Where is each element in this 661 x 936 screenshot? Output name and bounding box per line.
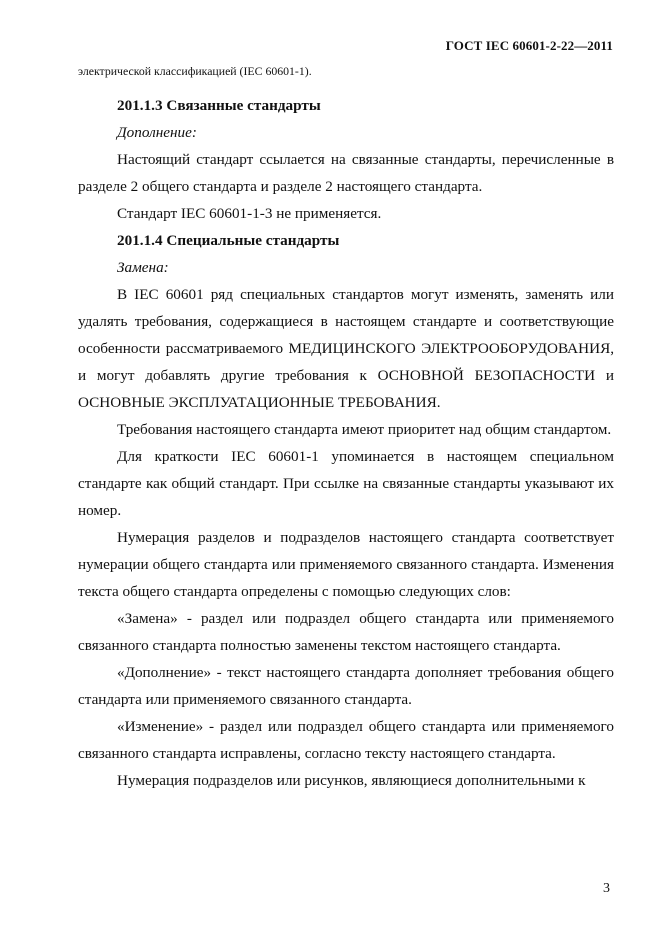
section-heading-201-1-3: 201.1.3 Связанные стандарты: [117, 97, 321, 114]
page-number: 3: [603, 881, 610, 896]
running-header: ГОСТ IEC 60601-2-22—2011: [445, 38, 613, 53]
document-body: [78, 62, 614, 794]
paragraph-continuation: электрической классификацией (IEC 60601-1).: [78, 64, 312, 78]
paragraph: Требования настоящего стандарта имеют приоритет над общим стандартом.: [117, 421, 612, 438]
paragraph: Нумерация подразделов или рисунков, являющиеся дополнительными к: [117, 772, 586, 789]
amendment-type-replacement: Замена:: [117, 259, 169, 276]
definition-amendment: «Изменение» - раздел или подраздел общего стандарта или применяемого связанного стандарта исправлены, согласно тексту настоящего стандарта.: [78, 718, 614, 762]
definition-replacement: «Замена» - раздел или подраздел общего стандарта или применяемого связанного стандарта полностью заменены текстом настоящего стандарта.: [78, 610, 614, 654]
section-heading-201-1-4: 201.1.4 Специальные стандарты: [117, 232, 340, 249]
paragraph: В IEC 60601 ряд специальных стандартов могут изменять, заменять или удалять требования, содержащиеся в настоящем стандарте и соответствующие особенности рассматриваемого МЕДИЦИНСКОГО ЭЛЕКТРООБОРУДОВАНИЯ, и могут добавлять другие требования к ОСНОВНОЙ БЕЗОПАСНОСТИ и ОСНОВНЫЕ ЭКСПЛУАТАЦИОННЫЕ ТРЕБОВАНИЯ.: [78, 286, 614, 411]
amendment-type-addition: Дополнение:: [117, 124, 197, 141]
paragraph: Стандарт IEC 60601-1-3 не применяется.: [117, 205, 382, 222]
paragraph: Нумерация разделов и подразделов настоящего стандарта соответствует нумерации общего стандарта или применяемого связанного стандарта. Изменения текста общего стандарта определены с помощью следующих слов:: [78, 529, 614, 600]
paragraph: Настоящий стандарт ссылается на связанные стандарты, перечисленные в разделе 2 общего стандарта и разделе 2 настоящего стандарта.: [78, 151, 614, 195]
paragraph: Для краткости IEC 60601-1 упоминается в настоящем специальном стандарте как общий стандарт. При ссылке на связанные стандарты указывают их номер.: [78, 448, 614, 519]
definition-addition: «Дополнение» - текст настоящего стандарта дополняет требования общего стандарта или применяемого связанного стандарта.: [78, 664, 614, 708]
